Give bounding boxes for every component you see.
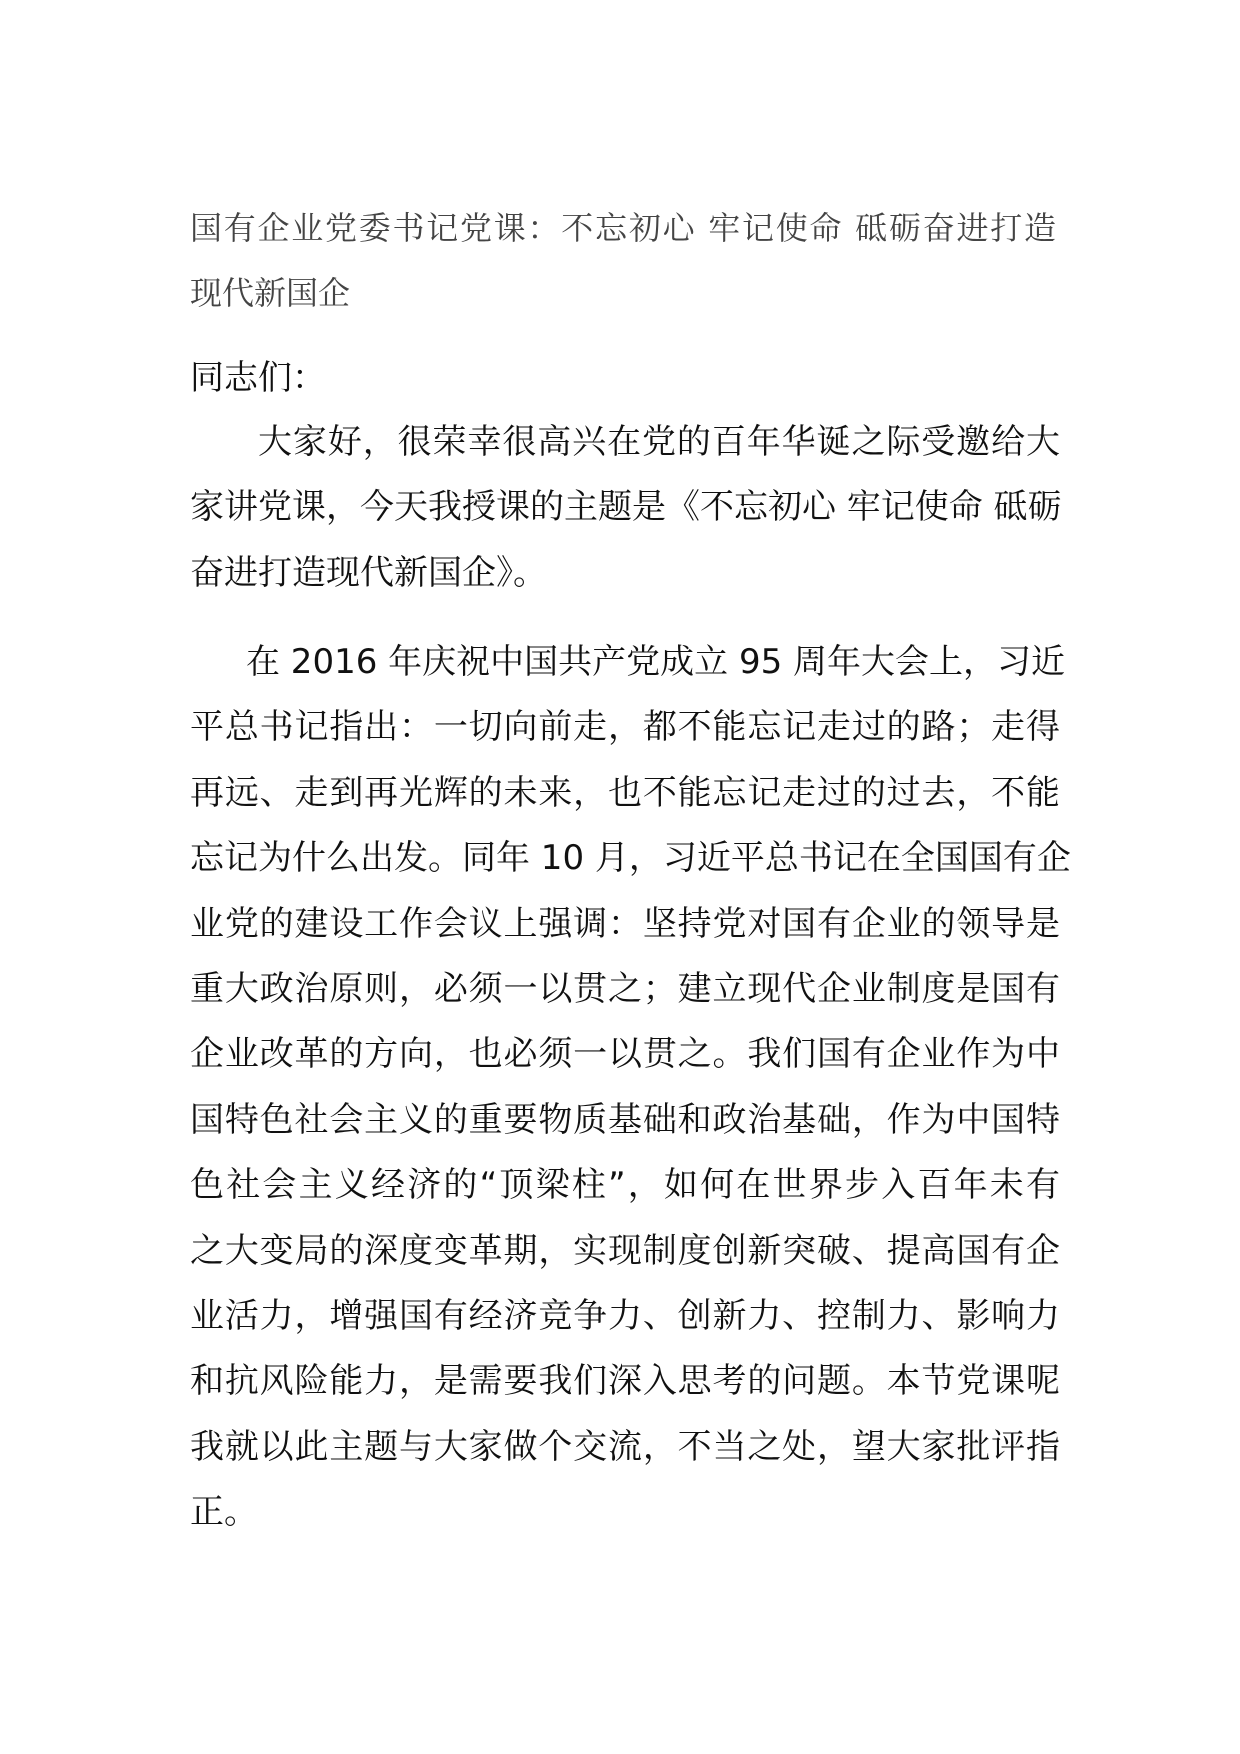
text-line: 奋进打造现代新国企》。 xyxy=(190,552,547,593)
text-line: 平总书记指出：一切向前走，都不能忘记走过的路；走得 xyxy=(190,707,1060,748)
title-line: 现代新国企 xyxy=(190,274,351,312)
text-line: 家讲党课，今天我授课的主题是《不忘初心 牢记使命 砥砺 xyxy=(190,487,1062,528)
paragraph-intro xyxy=(190,410,1060,606)
text-line: 我就以此主题与大家做个交流，不当之处，望大家批评指 xyxy=(190,1426,1060,1467)
text-line: 业活力，增强国有经济竞争力、创新力、控制力、影响力 xyxy=(190,1296,1060,1337)
text-line: 再远、走到再光辉的未来，也不能忘记走过的过去，不能 xyxy=(190,772,1060,813)
text-line: 和抗风险能力，是需要我们深入思考的问题。本节党课呢 xyxy=(190,1361,1060,1402)
text-line: 忘记为什么出发。同年 10 月，习近平总书记在全国国有企 xyxy=(190,838,1071,879)
greeting: 同志们： xyxy=(190,358,326,398)
text-line: 重大政治原则，必须一以贯之；建立现代企业制度是国有 xyxy=(190,969,1060,1010)
paragraph-body xyxy=(190,630,1071,1546)
document-title xyxy=(190,196,1056,326)
title-line: 国有企业党委书记党课：不忘初心 牢记使命 砥砺奋进打造 xyxy=(190,209,1056,247)
text-line: 大家好，很荣幸很高兴在党的百年华诞之际受邀给大 xyxy=(258,422,1060,462)
text-line: 企业改革的方向，也必须一以贯之。我们国有企业作为中 xyxy=(190,1034,1060,1075)
text-line: 色社会主义经济的“顶梁柱”，如何在世界步入百年未有 xyxy=(190,1165,1060,1206)
text-line: 之大变局的深度变革期，实现制度创新突破、提高国有企 xyxy=(190,1230,1060,1271)
text-line: 业党的建设工作会议上强调：坚持党对国有企业的领导是 xyxy=(190,903,1060,944)
text-line: 在 2016 年庆祝中国共产党成立 95 周年大会上，习近 xyxy=(246,642,1066,682)
text-line: 国特色社会主义的重要物质基础和政治基础，作为中国特 xyxy=(190,1099,1060,1140)
text-line: 正。 xyxy=(190,1492,258,1533)
